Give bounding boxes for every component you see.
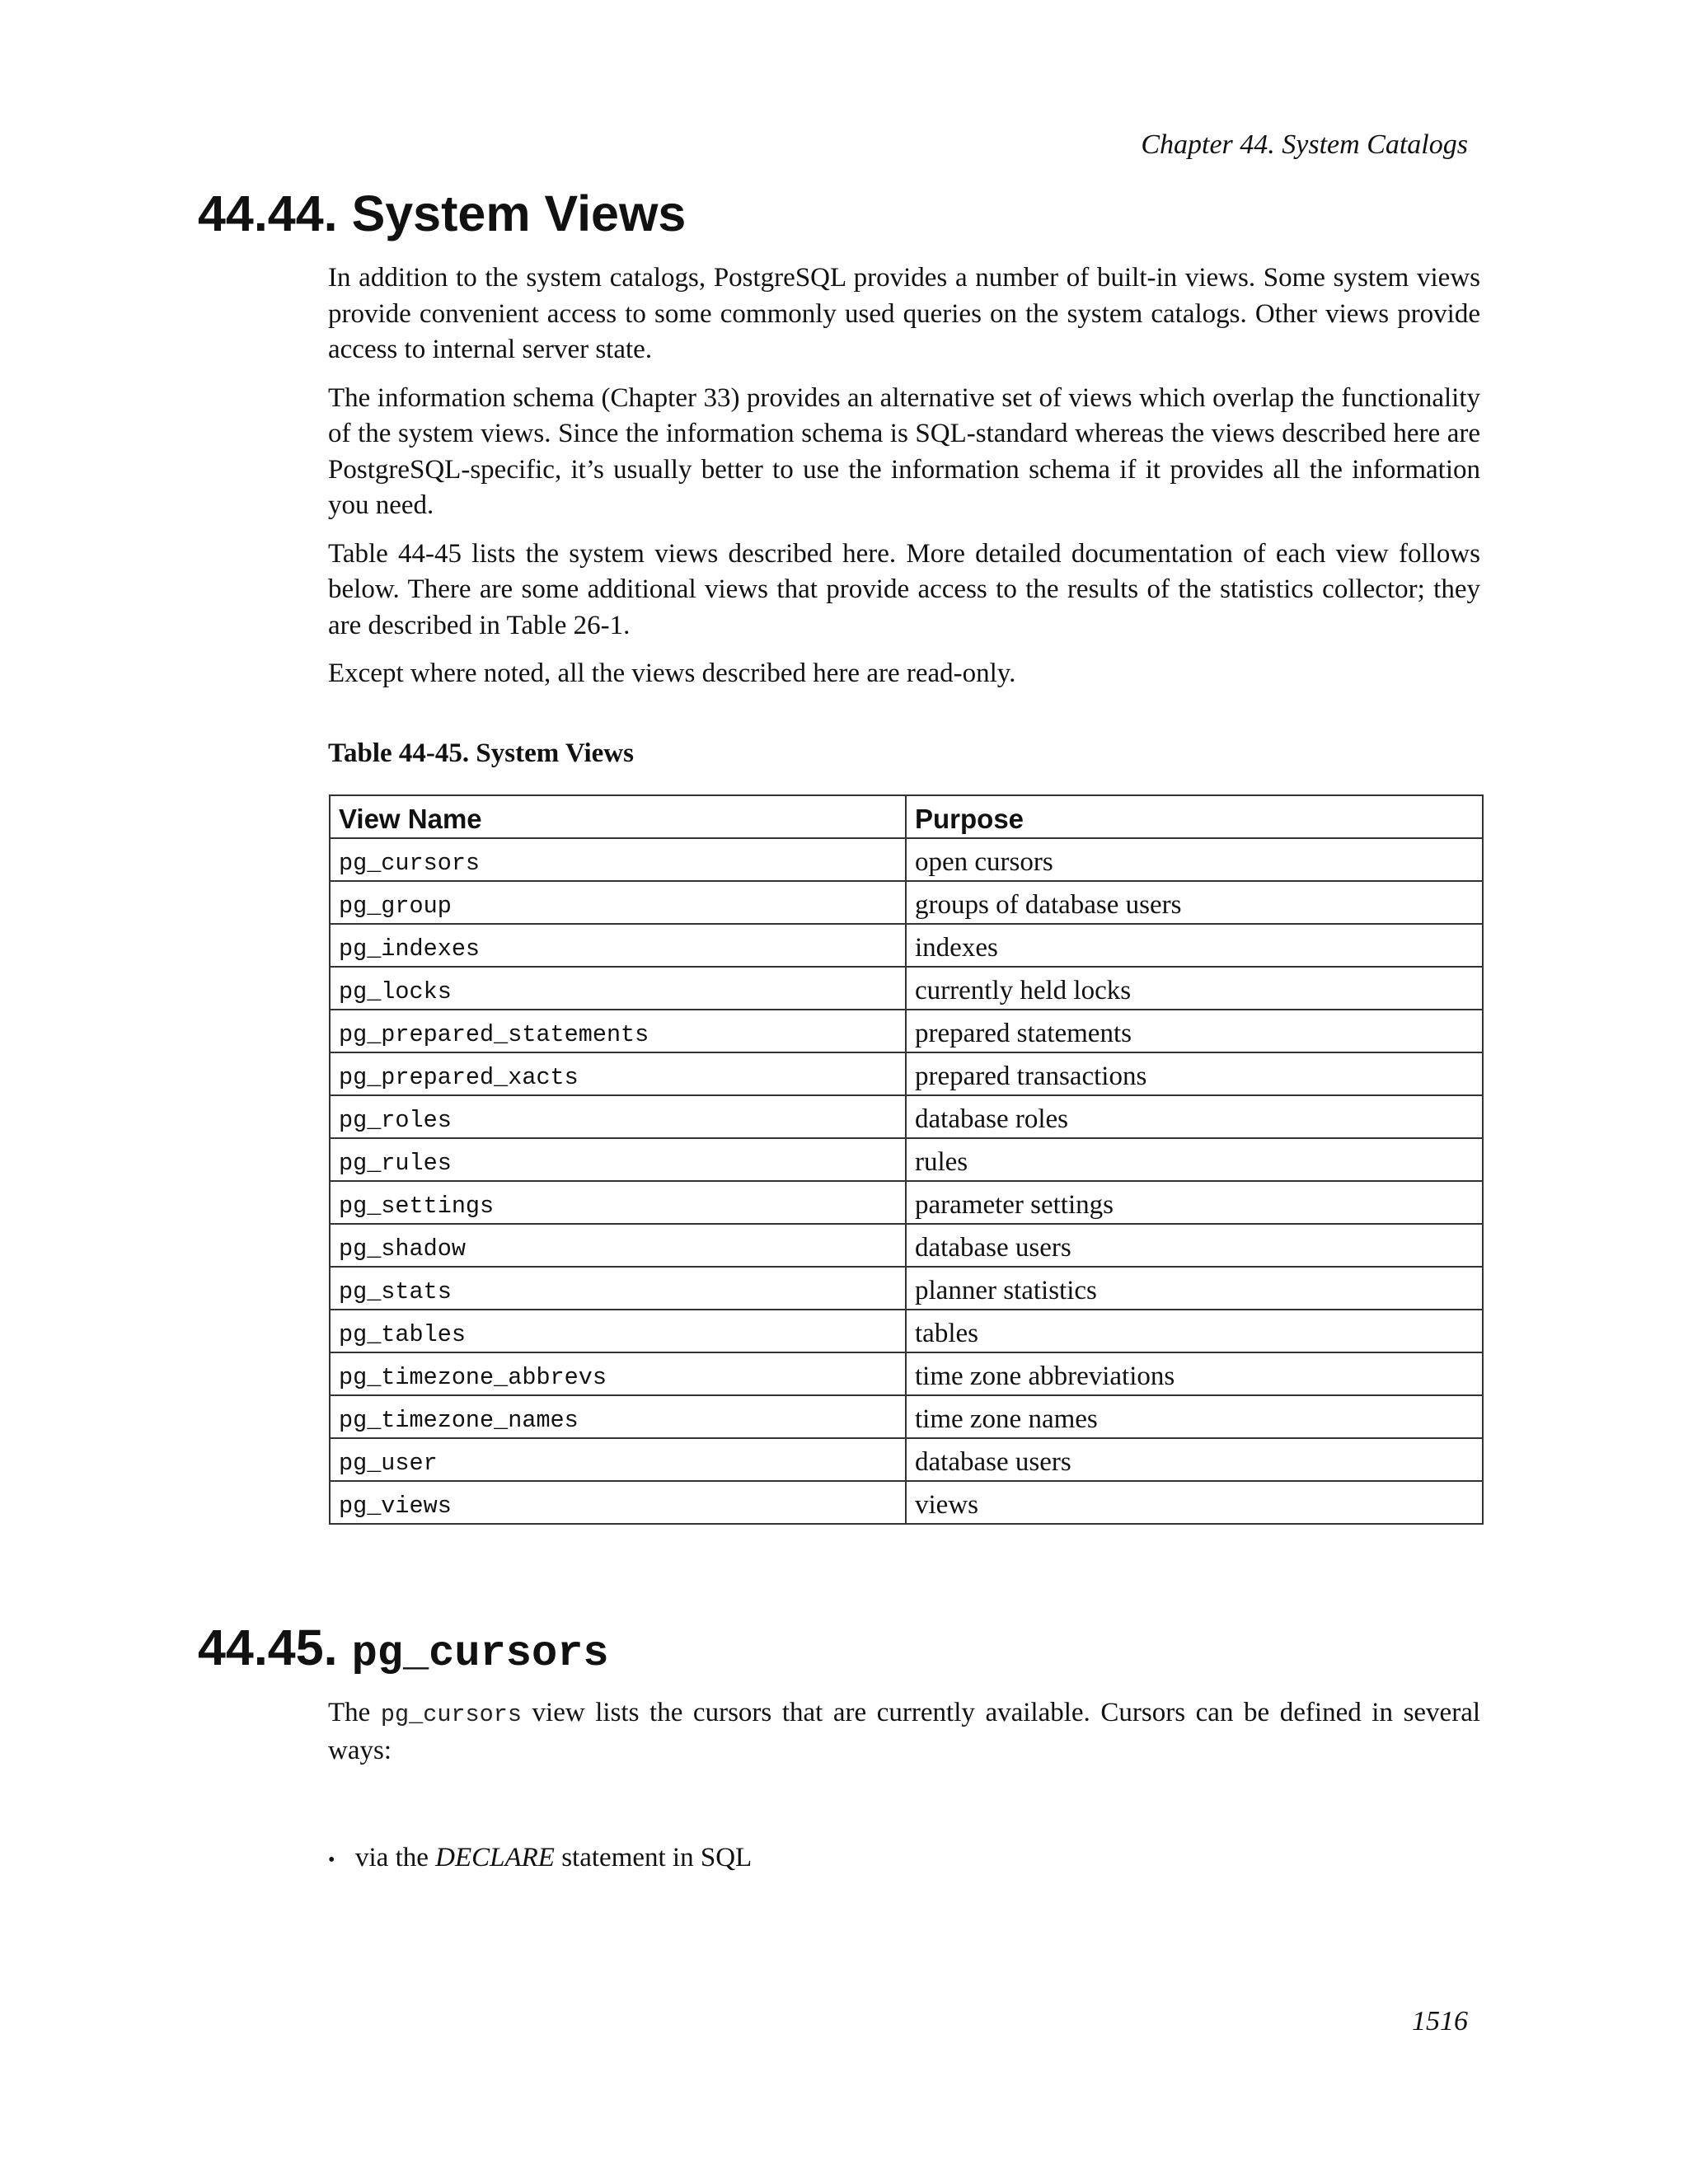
emphasis-text: DECLARE [435,1843,555,1872]
list-item [328,1840,752,1878]
table-row [330,1438,1483,1481]
purpose-cell: planner statistics [906,1267,1483,1310]
cursors-intro [328,1695,1480,1769]
paragraph: In addition to the system catalogs, PostgreSQL provides a number of built-in views. Some system views provide convenient access to some commonly used queries on the system catalogs. Other views provide access to internal server state. [328,263,1480,364]
section-heading-pg-cursors [198,1617,609,1685]
table-row [330,924,1483,967]
table-row [330,1010,1483,1052]
view-name-cell: pg_user [330,1438,906,1481]
bullet-icon: • [328,1849,335,1871]
text-run: via the [355,1843,436,1872]
running-header: Chapter 44. System Catalogs [1141,129,1468,160]
section-title-text: System Views [351,185,687,241]
view-name-cell: pg_timezone_abbrevs [330,1352,906,1395]
purpose-cell: views [906,1481,1483,1524]
purpose-cell: database users [906,1224,1483,1267]
page-number: 1516 [1412,2006,1468,2036]
paragraph [328,1695,1480,1769]
purpose-cell: parameter settings [906,1181,1483,1224]
view-name-cell: pg_group [330,881,906,924]
column-header-view-name: View Name [330,795,906,838]
view-name-cell: pg_cursors [330,838,906,881]
view-name-cell: pg_tables [330,1310,906,1352]
purpose-cell: time zone names [906,1395,1483,1438]
table-row [330,1181,1483,1224]
section-title-code: pg_cursors [351,1629,609,1678]
view-name-cell: pg_indexes [330,924,906,967]
purpose-cell: tables [906,1310,1483,1352]
purpose-cell: prepared statements [906,1010,1483,1052]
table-header-row [330,795,1483,838]
view-name-cell: pg_prepared_xacts [330,1052,906,1095]
table-row [330,1481,1483,1524]
view-name-cell: pg_settings [330,1181,906,1224]
table-row [330,1310,1483,1352]
table-row [330,1224,1483,1267]
table-row [330,1138,1483,1181]
table-row [330,1095,1483,1138]
purpose-cell: rules [906,1138,1483,1181]
table-row [330,838,1483,881]
paragraph: Except where noted, all the views described here are read-only. [328,658,1016,688]
purpose-cell: database users [906,1438,1483,1481]
view-name-cell: pg_stats [330,1267,906,1310]
table-row [330,881,1483,924]
table-row [330,967,1483,1010]
purpose-cell: database roles [906,1095,1483,1138]
view-name-cell: pg_shadow [330,1224,906,1267]
view-name-cell: pg_locks [330,967,906,1010]
column-header-purpose: Purpose [906,795,1483,838]
table-row [330,1052,1483,1095]
paragraph: The information schema (Chapter 33) provides an alternative set of views which overlap the functionality of the system views. Since the information schema is SQL-standard whereas the views described here are PostgreSQL-specific, it’s usually better to use the information schema if it provides all the information you need. [328,382,1480,520]
purpose-cell: indexes [906,924,1483,967]
section-heading-system-views [198,183,686,244]
table-row [330,1352,1483,1395]
view-name-cell: pg_timezone_names [330,1395,906,1438]
purpose-cell: currently held locks [906,967,1483,1010]
paragraph: Table 44-45 lists the system views described here. More detailed documentation of each view follows below. There are some additional views that provide access to the results of the statistics collector; they are described in Table 26-1. [328,538,1480,640]
purpose-cell: prepared transactions [906,1052,1483,1095]
inline-code: pg_cursors [380,1701,522,1728]
text-run: statement in SQL [554,1843,753,1872]
table-body [330,838,1483,1524]
section-number: 44.45. [198,1619,338,1675]
view-name-cell: pg_rules [330,1138,906,1181]
purpose-cell: time zone abbreviations [906,1352,1483,1395]
view-name-cell: pg_prepared_statements [330,1010,906,1052]
purpose-cell: open cursors [906,838,1483,881]
text-run: view lists the cursors that are currently available. Cursors can be defined in several ways: [328,1698,1481,1765]
section-number: 44.44. [198,185,338,241]
intro-paragraphs [328,260,1480,692]
purpose-cell: groups of database users [906,881,1483,924]
text-run: The [328,1698,381,1727]
table-caption: Table 44-45. System Views [328,738,634,768]
table-row [330,1395,1483,1438]
view-name-cell: pg_roles [330,1095,906,1138]
system-views-table [329,794,1484,1525]
table-row [330,1267,1483,1310]
view-name-cell: pg_views [330,1481,906,1524]
